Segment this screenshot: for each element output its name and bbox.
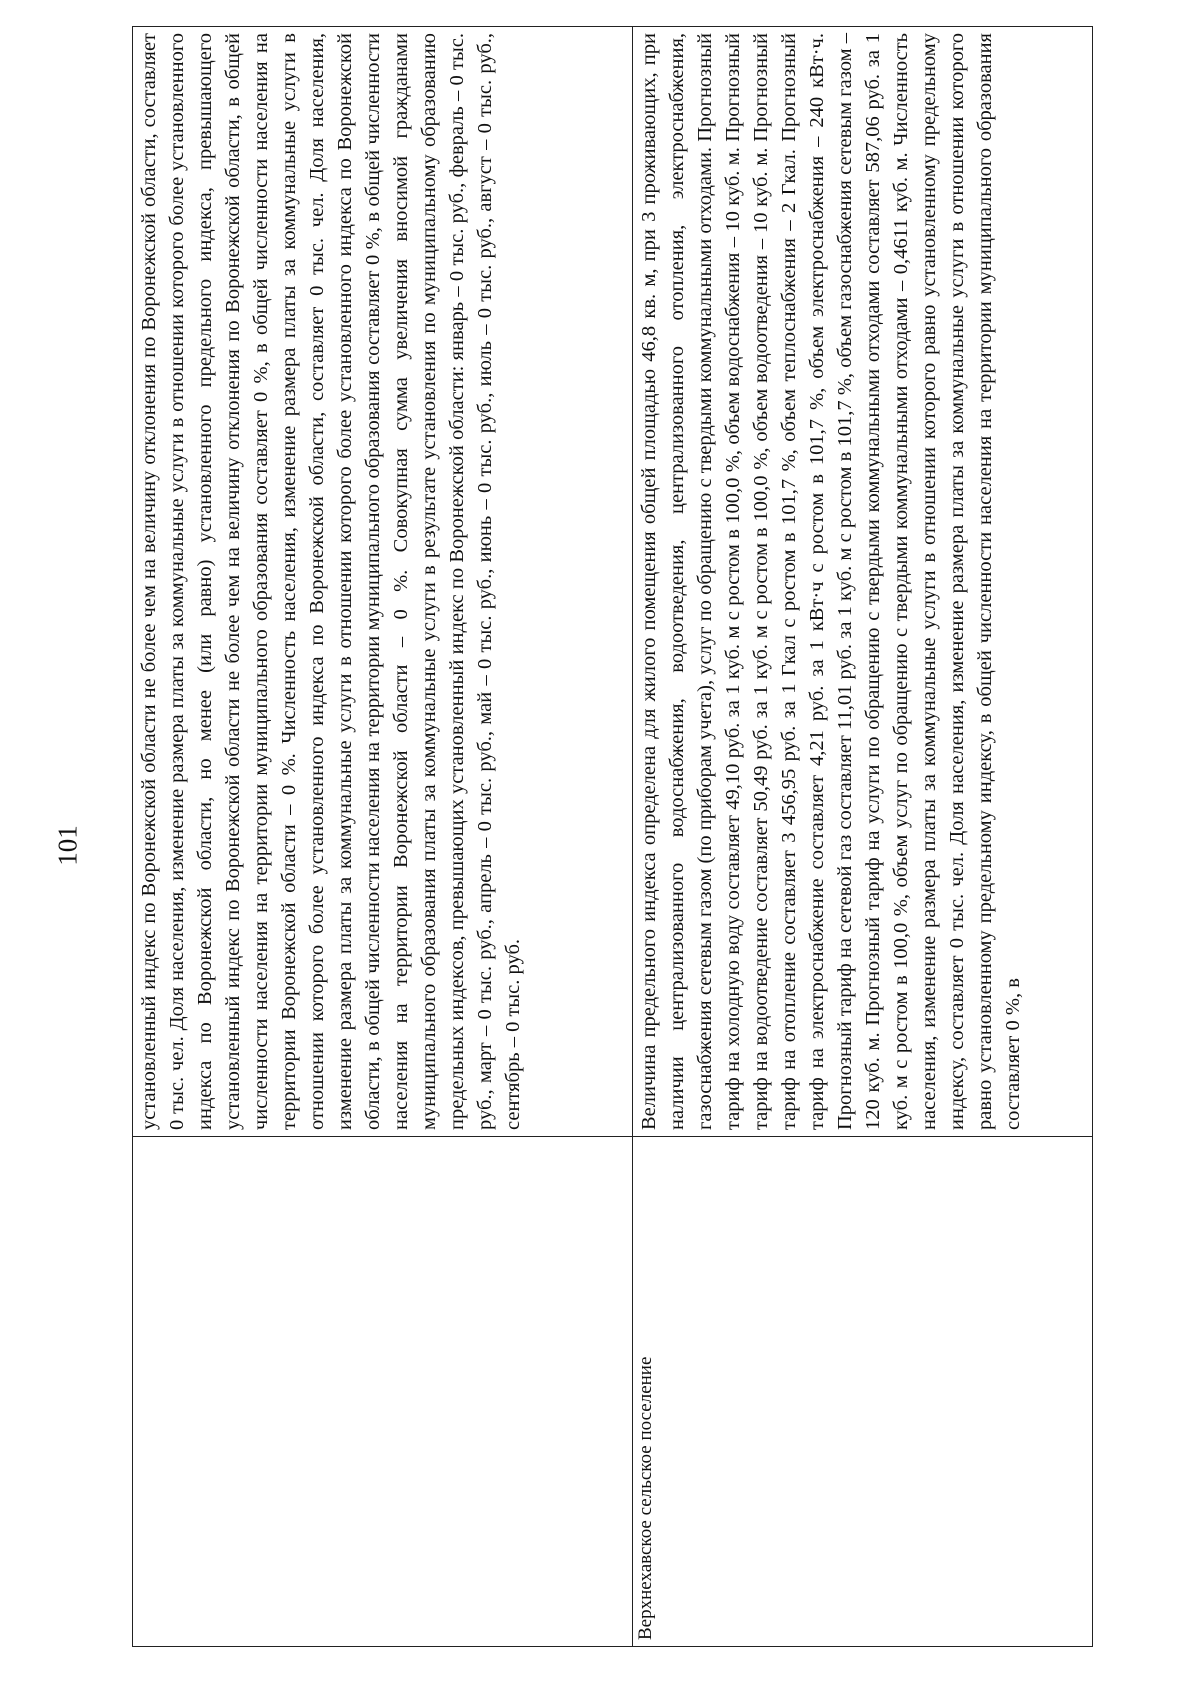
rotated-document-page — [132, 27, 1092, 1647]
municipality-name-cell — [133, 1137, 633, 1647]
page-number: 101 — [52, 825, 83, 866]
table-row — [133, 27, 633, 1647]
tariff-table — [132, 26, 1093, 1647]
description-cell: установленный индекс по Воронежской области не более чем на величину отклонения по Воронежской области, составляет 0 тыс. чел. Доля населения, изменение размера платы за коммунальные услуги в отношении которого более установленного индекса по Воронежской области, но менее (или равно) установленного предельного индекса, превышающего установленный индекс по Воронежской области не более чем на величину отклонения по Воронежской области, в общей численности населения на территории муниципального образования составляет 0 %, в общей численности населения на территории Воронежской области – 0 %. Численность населения, изменение размера платы за коммунальные услуги в отношении которого более установленного индекса по Воронежской области, составляет 0 тыс. чел. Доля населения, изменение размера платы за коммунальные услуги в отношении которого более установленного индекса по Воронежской области, в общей численности населения на территории муниципального образования составляет 0 %, в общей численности населения на территории Воронежской области – 0 %. Совокупная сумма увеличения вносимой гражданами муниципального образования платы за коммунальные услуги в результате установления по муниципальному образованию предельных индексов, превышающих установленный индекс по Воронежской области: январь – 0 тыс. руб., февраль – 0 тыс. руб., март – 0 тыс. руб., апрель – 0 тыс. руб., май – 0 тыс. руб., июнь – 0 тыс. руб., июль – 0 тыс. руб., август – 0 тыс. руб., сентябрь – 0 тыс. руб. — [133, 27, 633, 1137]
description-cell: Величина предельного индекса определена для жилого помещения общей площадью 46,8 кв. м, при 3 проживающих, при наличии централизованного водоснабжения, водоотведения, централизованного отопления, электроснабжения, газоснабжения сетевым газом (по приборам учета), услуг по обращению с твердыми коммунальными отходами. Прогнозный тариф на холодную воду составляет 49,10 руб. за 1 куб. м с ростом в 100,0 %, объем водоснабжения – 10 куб. м. Прогнозный тариф на водоотведение составляет 50,49 руб. за 1 куб. м с ростом в 100,0 %, объем водоотведения – 10 куб. м. Прогнозный тариф на отопление составляет 3 456,95 руб. за 1 Гкал с ростом в 101,7 %, объем теплоснабжения – 2 Гкал. Прогнозный тариф на электроснабжение составляет 4,21 руб. за 1 кВт·ч с ростом в 101,7 %, объем электроснабжения – 240 кВт·ч. Прогнозный тариф на сетевой газ составляет 11,01 руб. за 1 куб. м с ростом в 101,7 %, объем газоснабжения сетевым газом – 120 куб. м. Прогнозный тариф на услуги по обращению с твердыми коммунальными отходами составляет 587,06 руб. за 1 куб. м с ростом в 100,0 %, объем услуг по обращению с твердыми коммунальными отходами – 0,4611 куб. м. Численность населения, изменение размера платы за коммунальные услуги в отношении которого равно установленному предельному индексу, составляет 0 тыс. чел. Доля населения, изменение размера платы за коммунальные услуги в отношении которого равно установленному предельному индексу, в общей численности населения на территории муниципального образования составляет 0 %, в — [633, 27, 1093, 1137]
municipality-name-cell: Верхнехавское сельское поселение — [633, 1137, 1093, 1647]
table-row — [633, 27, 1093, 1647]
